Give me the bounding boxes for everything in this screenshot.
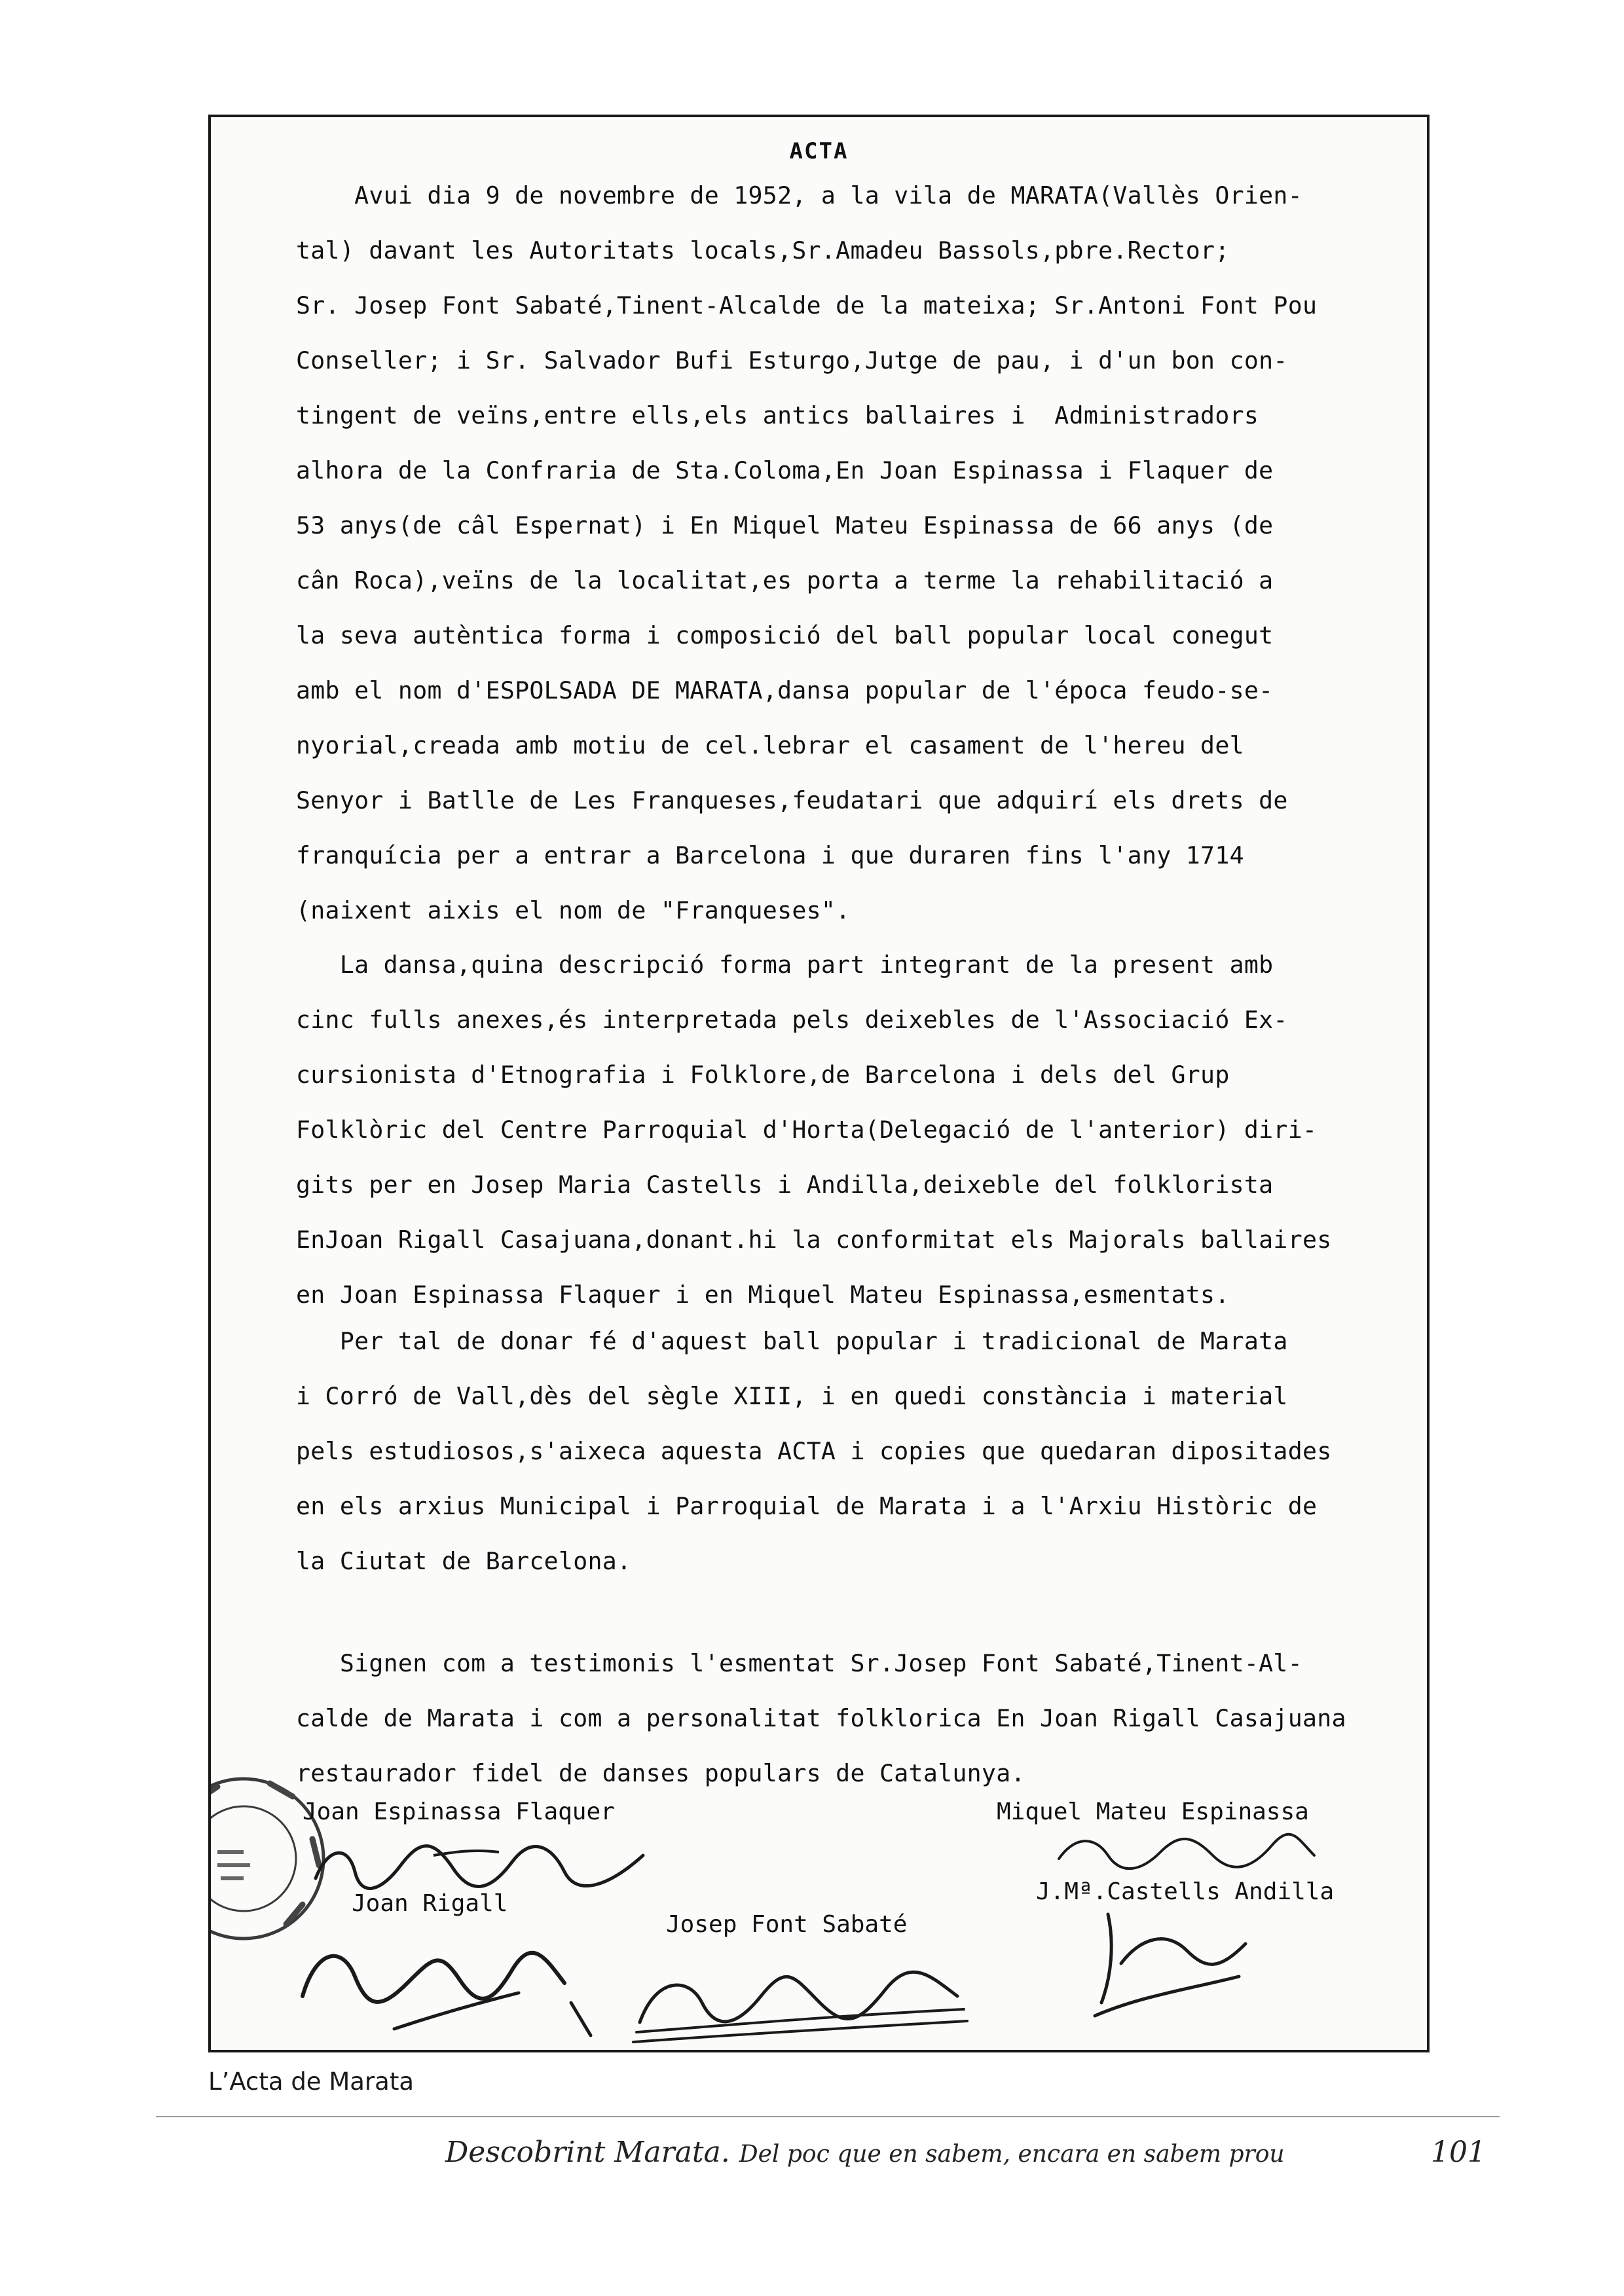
book-subtitle: Del poc que en sabem, encara en sabem prou — [739, 2141, 1285, 2168]
paragraph-2: La dansa,quina descripció forma part integrant de la present amb cinc fulls anexes,és interpretada pels deixebles de l'Associació Ex- cursionista d'Etnografia i Folklore,de Barcelona i dels del Grup Folklòric del Centre Parroquial d'Horta(Delegació de l'anterior) diri- gits per en Josep Maria Castells i Andilla,deixeble del folklorista EnJoan Rigall Casajuana,donant.hi la conformitat els Majorals ballaires en Joan Espinassa Flaquer i en Miquel Mateu Espinassa,esmentats. — [296, 951, 1332, 1309]
signature-mark-espinassa — [303, 1832, 669, 1904]
document-title: ACTA — [789, 138, 849, 164]
signature-mark-castells — [1082, 1904, 1278, 2035]
figure-caption: L’Acta de Marata — [208, 2068, 414, 2096]
paragraph-3: Per tal de donar fé d'aquest ball popular i tradicional de Marata i Corró de Vall,dès del sègle XIII, i en quedi constància i material pels estudiosos,s'aixeca aquesta ACTA i copies que quedaran dipositades en els arxius Municipal i Parroquial de Marata i a l'Arxiu Històric de la Ciutat de Barcelona. — [296, 1327, 1332, 1575]
paragraph-4: Signen com a testimonis l'esmentat Sr.Josep Font Sabaté,Tinent-Al- calde de Marata i com a personalitat folklorica En Joan Rigall Casajuana restaurador fidel de danses populars de Catalunya. — [296, 1649, 1346, 1787]
signature-name-rigall: Joan Rigall — [352, 1890, 508, 1917]
document-scan — [208, 115, 1430, 2052]
signature-mark-font-sabate — [623, 1950, 977, 2049]
signature-name-castells-andilla: J.Mª.Castells Andilla — [1036, 1878, 1335, 1905]
signature-name-espinassa-flaquer: Joan Espinassa Flaquer — [303, 1798, 615, 1825]
signature-mark-mateu — [1049, 1826, 1324, 1878]
footer-divider — [156, 2116, 1500, 2117]
paragraph-1: Avui dia 9 de novembre de 1952, a la vila de MARATA(Vallès Orien- tal) davant les Autoritats locals,Sr.Amadeu Bassols,pbre.Rector; Sr. Josep Font Sabaté,Tinent-Alcalde de la mateixa; Sr.Antoni Font Pou Conseller; i Sr. Salvador Bufi Esturgo,Jutge de pau, i d'un bon con- tingent de veïns,entre ells,els antics ballaires i Administradors alhora de la Confraria de Sta.Coloma,En Joan Espinassa i Flaquer de 53 anys(de câl Espernat) i En Miquel Mateu Espinassa de 66 anys (de cân Roca),veïns de la localitat,es porta a terme la rehabilitació a la seva autèntica forma i composició del ball popular local conegut amb el nom d'ESPOLSADA DE MARATA,dansa popular de l'época feudo-se- nyorial,creada amb motiu de cel.lebrar el casament de l'hereu del Senyor i Batlle de Les Franqueses,feudatari que adquirí els drets de franquícia per a entrar a Barcelona i que duraren fins l'any 1714 (naixent aixis el nom de "Franqueses". — [296, 181, 1318, 924]
page-number: 101 — [1431, 2136, 1486, 2169]
book-title: Descobrint Marata. — [445, 2136, 730, 2169]
signature-name-font-sabate: Josep Font Sabaté — [666, 1911, 908, 1938]
footer-book-title — [445, 2136, 1285, 2169]
signature-name-mateu-espinassa: Miquel Mateu Espinassa — [997, 1798, 1309, 1825]
signature-mark-rigall — [283, 1918, 650, 2042]
